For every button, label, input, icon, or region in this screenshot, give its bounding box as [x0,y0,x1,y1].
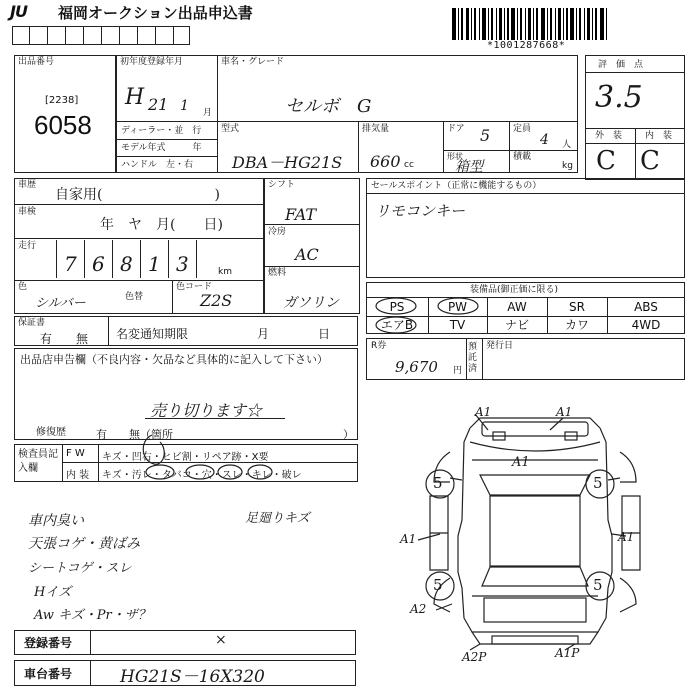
equip-leather: カワ [564,318,589,332]
recycle-stamp: 預託済 [468,342,478,374]
mark-a1-top-left: A1 [475,405,492,419]
warranty-label: 保証書 [18,318,46,328]
equip-pw: PW [447,300,468,314]
mileage-unit: km [218,267,232,277]
chassis-label: 車台番号 [24,667,73,681]
history-value: 自家用( ) [55,187,220,203]
equip-circle-marks [366,297,496,334]
inspection-label: 車検 [18,207,37,217]
month-value: 1 [180,98,189,114]
displacement-unit: cc [404,160,414,170]
mark-a2p-bottom: A2P [462,650,487,664]
inspector-note: Hイズ [34,585,72,600]
color-code-value: Z2S [200,291,233,310]
aircon-value: AC [295,245,319,264]
capacity-value: 4 [540,132,549,148]
shape-label: 形状 [447,152,463,161]
equip-abs: ABS [634,300,658,314]
inspector-row1-title: F W [66,448,85,459]
color-value: シルバー [35,296,86,311]
load-label: 積載 [513,152,532,162]
door-label: ドア [447,124,465,134]
mileage-digit: 8 [120,252,133,276]
warranty-period-label: 名変通知期限 [116,327,189,341]
inspector-label: 検査員記入欄 [18,449,58,474]
equip-tv: TV [449,318,466,332]
month-unit: 月 [203,108,213,118]
vehicle-name-value: セルボ G [285,96,372,117]
repair-label: 修復歴 [36,427,66,438]
history-label: 車歴 [18,180,37,190]
lot-label: 出品番号 [18,57,55,67]
recycle-label: R券 [371,341,387,351]
shift-value: FAT [285,205,317,224]
equip-airbag: エアB [380,318,414,332]
mileage-digits [56,240,216,278]
inspector-row1-items: キズ・凹右・ヒビ割・リペア跡・X要 [102,452,269,463]
equip-sr: SR [569,300,585,314]
mark-a2-left: A2 [410,602,427,616]
lot-sub: [2238] [45,95,79,106]
sales-point-value: リモコンキー [375,202,466,220]
equip-navi: ナビ [504,318,529,332]
barcode-number: *1001287668* [487,40,566,51]
fuel-value: ガソリン [283,295,339,311]
inspector-note: 天張コゲ・黄ばみ [28,536,140,552]
mileage-digit: 3 [176,252,189,276]
lot-number: 6058 [34,110,92,140]
reg-number-label: 登録番号 [24,636,73,650]
mileage-digit: 6 [92,252,105,276]
repair-options: 有 無（箇所 [96,428,173,441]
capacity-unit: 人 [562,140,572,150]
declaration-label: 出品店申告欄（不良内容・欠品など具体的に記入して下さい） [20,353,328,366]
mileage-digit: 7 [64,252,77,276]
mark-a1p-bottom: A1P [555,646,580,660]
year-value: 21 [148,95,169,114]
inspector-circle-marks [130,430,360,482]
inspector-note: シートコゲ・スレ [28,561,132,576]
equipment-label: 装備品(御正価に限る) [470,285,559,295]
mileage-label: 走行 [18,241,37,251]
shift-label: シフト [268,180,296,190]
warranty-day: 日 [318,327,331,341]
handle-label: ハンドル 左・右 [121,160,194,170]
interior-value: C [640,146,660,176]
type-value: DBA－HG21S [232,153,343,172]
tire-value-front-right: 5 [593,474,603,492]
capacity-label: 定員 [513,124,532,134]
shape-value: 箱型 [455,159,483,175]
tire-value-rear-right: 5 [593,576,603,594]
inspector-row2-title: 内 装 [66,470,90,481]
mark-a1-top-right: A1 [556,405,573,419]
recycle-value: 9,670 [395,358,438,376]
door-value: 5 [480,126,491,145]
tire-value-rear-left: 5 [433,576,443,594]
equip-4wd: 4WD [631,318,661,332]
warranty-options: 有 無 [40,332,89,346]
mark-a1-left: A1 [400,532,417,546]
score-label: 評 価 点 [598,60,644,70]
mark-a1-right: A1 [618,530,635,544]
form-title: 福岡オークション出品申込書 [58,4,253,22]
aircon-label: 冷房 [268,227,287,237]
issued-label: 発行日 [486,341,514,351]
code-squares [12,26,190,45]
color-code-label: 色コード [176,282,213,292]
color-label: 色 [18,282,28,292]
warranty-month: 月 [257,327,270,341]
inspector-note: 車内臭い [28,513,84,529]
equip-ps: PS [389,300,405,314]
inspection-value: 年 ヤ 月( 日) [100,217,223,233]
equip-aw: AW [507,300,527,314]
score-value: 3.5 [595,80,643,115]
era-value: H [125,85,145,110]
inspector-row2-items: キズ・汚レ・タバコ・穴・スレ・キレ・破レ [102,470,302,481]
vehicle-name-label: 車名・グレード [221,57,285,67]
displacement-label: 排気量 [362,124,390,134]
repair-close: ） [343,428,354,441]
exterior-value: C [596,146,616,176]
type-label: 型式 [221,124,240,134]
reg-number-value: × [215,632,227,648]
fuel-label: 燃料 [268,268,287,278]
tire-value-front-left: 5 [433,474,443,492]
first-reg-label: 初年度登録年月 [120,57,184,67]
recycle-unit: 円 [453,366,463,376]
header-logo: JU [10,2,27,21]
chassis-value: HG21S－16X320 [120,667,265,687]
load-unit: kg [562,161,573,171]
mark-a1-roof: A1 [512,455,530,470]
barcode-icon [452,8,610,40]
exterior-label: 外 装 [595,131,623,141]
sales-point-label: セールスポイント（正常に機能するもの） [371,181,542,191]
color-change-label: 色替 [125,292,144,302]
inspector-note: Aw キズ・Pr・ザ？ [34,608,151,623]
model-year-label: モデル年式 年 [121,143,202,153]
right-note: 足廻りキズ [245,511,310,526]
declaration-note: 売り切ります☆ [150,401,263,420]
interior-label: 内 装 [645,131,673,141]
mileage-digit: 1 [148,252,161,276]
displacement-value: 660 [370,152,401,171]
dealer-label: ディーラー・並 行 [121,126,202,136]
